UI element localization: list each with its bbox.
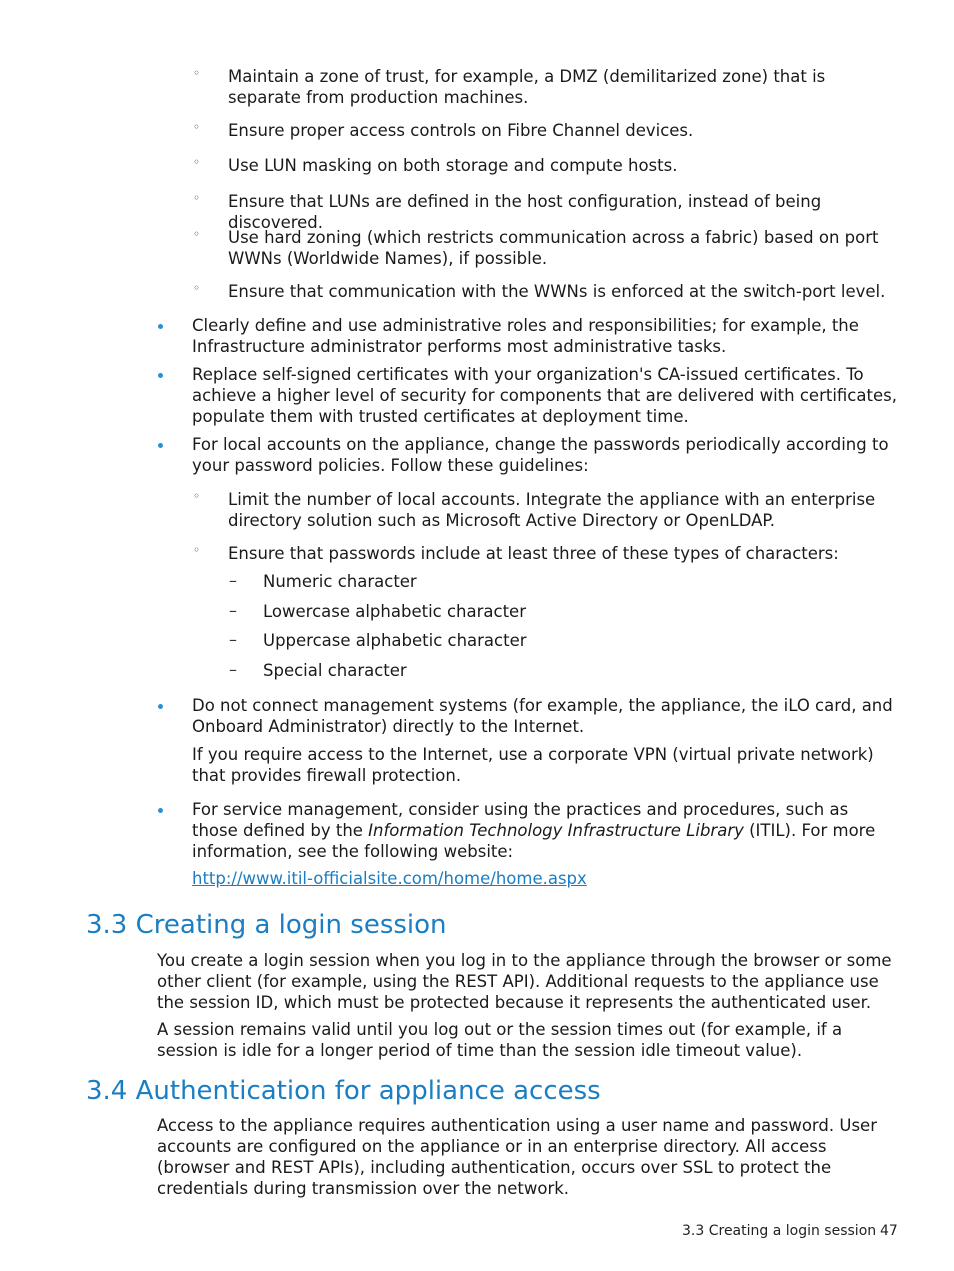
bullet-dot-icon (158, 443, 163, 448)
list-item: Use LUN masking on both storage and compute hosts. (228, 156, 678, 175)
list-item: Maintain a zone of trust, for example, a DMZ (demilitarized zone) that is separate from production machines. (228, 67, 826, 107)
bullet-dot-icon (158, 373, 163, 378)
list-item (192, 799, 897, 862)
list-item: Use hard zoning (which restricts communication across a fabric) based on port WWNs (Worldwide Names), if possible. (228, 228, 879, 268)
list-item: Ensure that passwords include at least three of these types of characters: (228, 544, 839, 563)
list-item: Uppercase alphabetic character (263, 631, 527, 650)
section-heading: 3.4 Authentication for appliance access (86, 1076, 601, 1106)
list-item: Ensure proper access controls on Fibre Channel devices. (228, 121, 694, 140)
list-item: Limit the number of local accounts. Integrate the appliance with an enterprise directory solution such as Microsoft Active Directory or OpenLDAP. (228, 490, 876, 530)
bullet-dot-icon (158, 808, 163, 813)
list-item: For local accounts on the appliance, change the passwords periodically according to your password policies. Follow these guidelines: (192, 435, 889, 475)
dash-marker: – (229, 571, 237, 590)
itil-text-post: (ITIL). For more information, see the following website: (192, 821, 876, 861)
page-number: 47 (880, 1223, 898, 1239)
paragraph: You create a login session when you log in to the appliance through the browser or some other client (for example, using the REST API). Additional requests to the appliance use the session ID, which must be protected because it represents the authenticated user. (157, 951, 892, 1012)
list-item: Ensure that communication with the WWNs is enforced at the switch-port level. (228, 282, 886, 301)
sub-bullet-marker: ◦ (193, 191, 201, 205)
section-heading: 3.3 Creating a login session (86, 910, 447, 940)
list-item: Ensure that LUNs are defined in the host configuration, instead of being discovered. (228, 192, 822, 232)
sub-bullet-marker: ◦ (193, 120, 201, 134)
paragraph: Access to the appliance requires authentication using a user name and password. User accounts are configured on the appliance or in an enterprise directory. All access (browser and REST APIs), including authentication, occurs over SSL to protect the credentials during transmission over the network. (157, 1116, 877, 1198)
bullet-dot-icon (158, 324, 163, 329)
bullet-dot-icon (158, 704, 163, 709)
itil-website-link[interactable]: http://www.itil-officialsite.com/home/home.aspx (192, 869, 587, 888)
list-item: Replace self-signed certificates with your organization's CA-issued certificates. To achieve a higher level of security for components that are delivered with certificates, populate them with trusted certificates at deployment time. (192, 365, 897, 426)
sub-bullet-marker: ◦ (193, 155, 201, 169)
itil-title: Information Technology Infrastructure Library (368, 821, 744, 840)
list-item-note: If you require access to the Internet, use a corporate VPN (virtual private network) that provides firewall protection. (192, 745, 874, 785)
dash-marker: – (229, 660, 237, 679)
sub-bullet-marker: ◦ (193, 66, 201, 80)
sub-bullet-marker: ◦ (193, 227, 201, 241)
itil-text-pre: For service management, consider using the practices and procedures, such as those defined by the (192, 800, 849, 840)
sub-bullet-marker: ◦ (193, 281, 201, 295)
list-item: Do not connect management systems (for example, the appliance, the iLO card, and Onboard Administrator) directly to the Internet. (192, 696, 893, 736)
list-item: Clearly define and use administrative roles and responsibilities; for example, the Infrastructure administrator performs most administrative tasks. (192, 316, 859, 356)
footer-section-title: 3.3 Creating a login session (682, 1223, 877, 1239)
sub-bullet-marker: ◦ (193, 489, 201, 503)
paragraph: A session remains valid until you log out or the session times out (for example, if a session is idle for a longer period of time than the session idle timeout value). (157, 1020, 843, 1060)
list-item: Special character (263, 661, 407, 680)
sub-bullet-marker: ◦ (193, 543, 201, 557)
link-line (192, 868, 897, 889)
dash-marker: – (229, 630, 237, 649)
list-item: Lowercase alphabetic character (263, 602, 526, 621)
list-item: Numeric character (263, 572, 417, 591)
dash-marker: – (229, 601, 237, 620)
